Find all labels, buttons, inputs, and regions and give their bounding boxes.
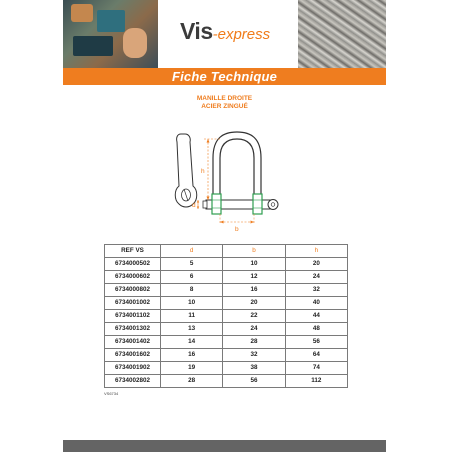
side-view: [175, 134, 197, 207]
footer-bar: [63, 440, 386, 452]
label-b: b: [235, 226, 239, 233]
cell-d: 10: [161, 297, 223, 310]
cell-ref: 6734000802: [105, 284, 161, 297]
table-row: [105, 336, 348, 349]
header-d: d: [161, 245, 223, 258]
vis-express-logo: [180, 18, 270, 45]
header-h: h: [285, 245, 347, 258]
dimension-b: [220, 214, 254, 233]
label-h: h: [201, 168, 205, 175]
cell-h: 44: [285, 310, 347, 323]
product-material: ACIER ZINGUÉ: [201, 103, 248, 110]
cell-b: 38: [223, 362, 285, 375]
cell-h: 24: [285, 271, 347, 284]
cell-ref: 6734001302: [105, 323, 161, 336]
cell-h: 40: [285, 297, 347, 310]
cell-ref: 6734001402: [105, 336, 161, 349]
technical-sheet-page: [63, 0, 386, 452]
shackle-diagram: [168, 128, 338, 236]
cell-h: 74: [285, 362, 347, 375]
cell-b: 20: [223, 297, 285, 310]
cell-ref: 6734000502: [105, 258, 161, 271]
table-row: [105, 271, 348, 284]
table-row: [105, 362, 348, 375]
header-ref: REF VS: [105, 245, 161, 258]
cell-b: 12: [223, 271, 285, 284]
cell-d: 5: [161, 258, 223, 271]
cell-h: 48: [285, 323, 347, 336]
table-row: [105, 284, 348, 297]
table-row: [105, 323, 348, 336]
cell-b: 10: [223, 258, 285, 271]
cell-b: 28: [223, 336, 285, 349]
cell-ref: 6734000602: [105, 271, 161, 284]
cell-d: 8: [161, 284, 223, 297]
banner-title: Fiche Technique: [171, 69, 278, 84]
cell-d: 11: [161, 310, 223, 323]
cell-ref: 6734002802: [105, 375, 161, 388]
logo-sub-text: -express: [212, 26, 271, 43]
header-b: b: [223, 245, 285, 258]
header-banner: [63, 0, 386, 68]
cell-h: 20: [285, 258, 347, 271]
screws-photo: [298, 0, 386, 68]
cell-ref: 6734001102: [105, 310, 161, 323]
cell-d: 28: [161, 375, 223, 388]
table-row: [105, 258, 348, 271]
cell-b: 32: [223, 349, 285, 362]
right-eye-highlight: [253, 194, 262, 214]
product-name: MANILLE DROITE: [196, 95, 253, 102]
cell-d: 13: [161, 323, 223, 336]
dimension-d: [192, 200, 199, 209]
cell-d: 14: [161, 336, 223, 349]
cell-h: 112: [285, 375, 347, 388]
table-row: [105, 310, 348, 323]
table-row: [105, 375, 348, 388]
front-view: [203, 132, 278, 214]
reference-note: VS6734: [104, 391, 119, 396]
cell-ref: 6734001002: [105, 297, 161, 310]
dimension-h: [201, 139, 220, 200]
cell-h: 32: [285, 284, 347, 297]
cell-h: 64: [285, 349, 347, 362]
logo-area: [158, 0, 298, 68]
logo-main-text: Vis: [180, 18, 213, 44]
cell-b: 24: [223, 323, 285, 336]
cell-b: 56: [223, 375, 285, 388]
cell-ref: 6734001602: [105, 349, 161, 362]
cell-h: 56: [285, 336, 347, 349]
cell-d: 16: [161, 349, 223, 362]
cell-d: 19: [161, 362, 223, 375]
label-d: d: [192, 202, 196, 209]
title-banner: [63, 68, 386, 85]
cell-ref: 6734001902: [105, 362, 161, 375]
left-eye-highlight: [212, 194, 221, 214]
table-header-row: [105, 245, 348, 258]
table-row: [105, 349, 348, 362]
table-row: [105, 297, 348, 310]
specs-table: [104, 244, 348, 388]
tools-photo: [63, 0, 158, 68]
cell-b: 22: [223, 310, 285, 323]
cell-d: 6: [161, 271, 223, 284]
cell-b: 16: [223, 284, 285, 297]
